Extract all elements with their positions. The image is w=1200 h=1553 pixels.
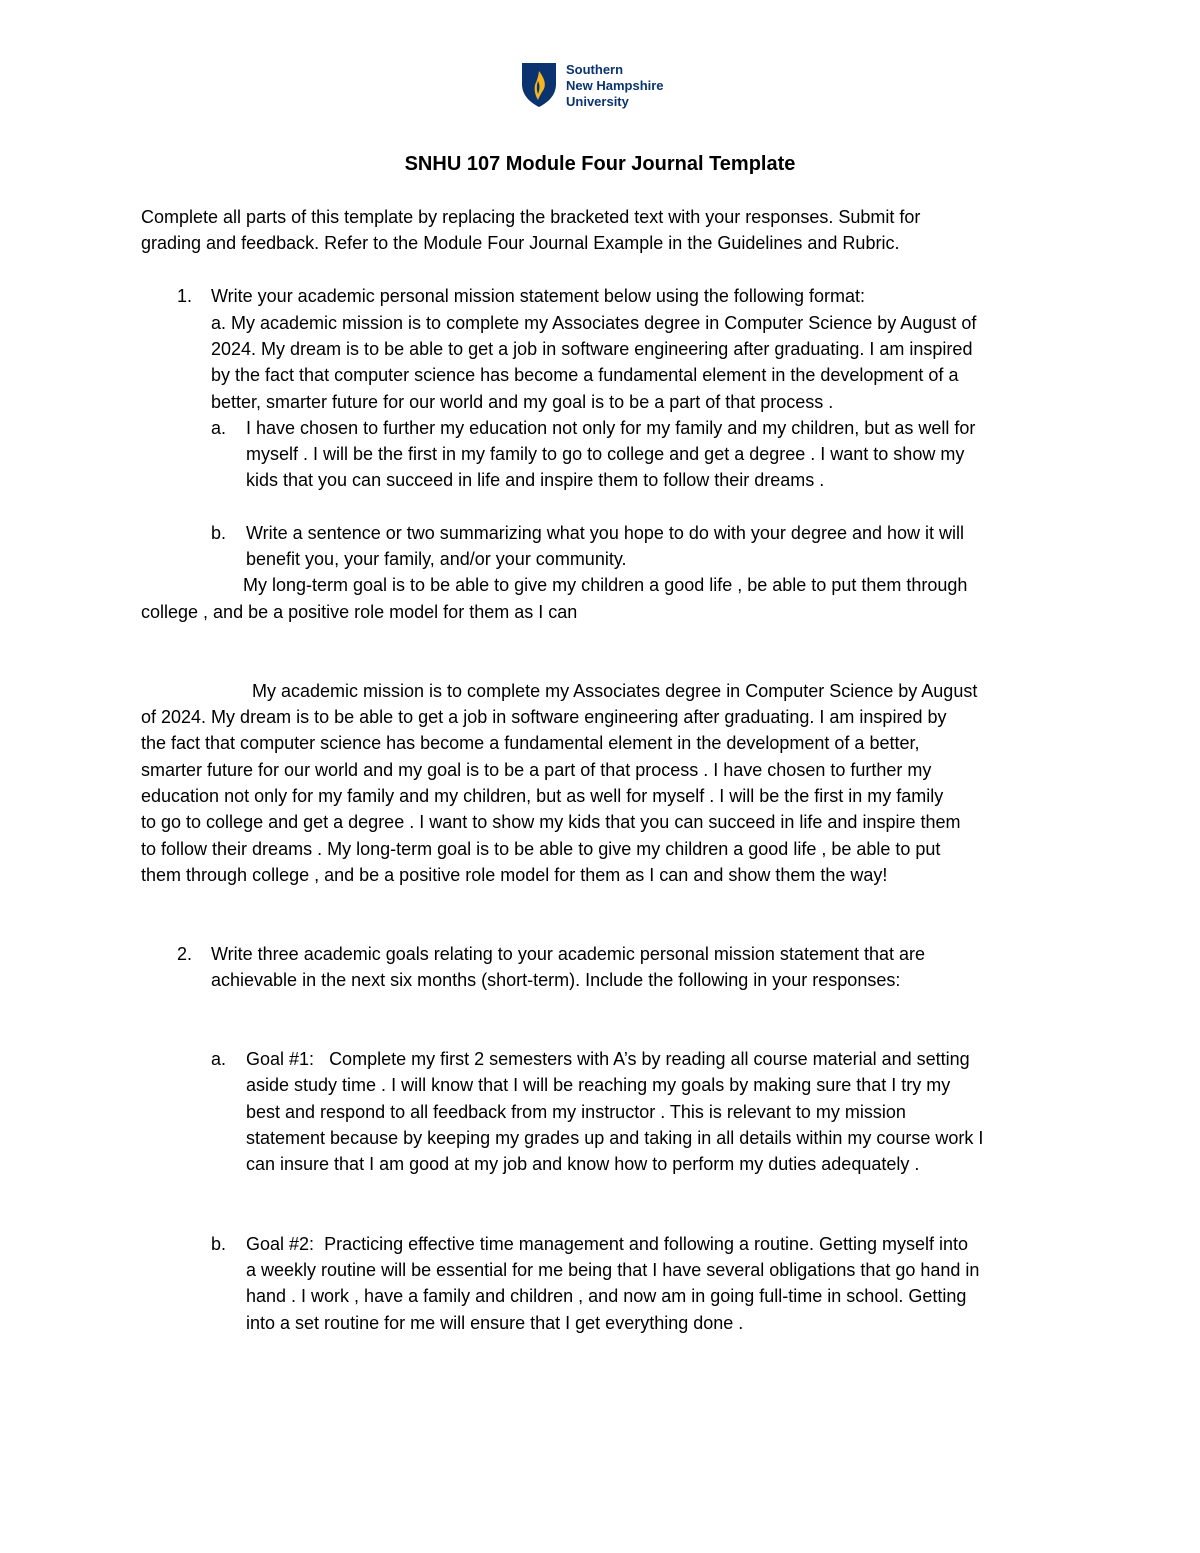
intro-line-2: grading and feedback. Refer to the Module Four Journal Example in the Guidelines and Rubric.: [141, 233, 900, 253]
document-title: SNHU 107 Module Four Journal Template: [404, 153, 796, 175]
mission-line-2: 2024. My dream is to be able to get a job in software engineering after graduating. I am inspired: [211, 339, 973, 359]
logo-line-3: University: [566, 94, 629, 109]
logo-line-2: New Hampshire: [566, 78, 664, 93]
longterm-line-1: My long-term goal is to be able to give my children a good life , be able to put them through: [243, 575, 968, 595]
summary-line-2: of 2024. My dream is to be able to get a job in software engineering after graduating. I am inspired by: [141, 707, 947, 727]
goal-1-line-4: statement because by keeping my grades up and taking in all details within my course work I: [246, 1128, 984, 1148]
goal-1-text: Complete my first 2 semesters with A’s by reading all course material and setting: [329, 1049, 970, 1069]
goal-2-text: Practicing effective time management and following a routine. Getting myself into: [324, 1234, 969, 1254]
goal-1-first-line: [246, 1046, 970, 1072]
q1-item-a-line-2: myself . I will be the first in my family to go to college and get a degree . I want to show my: [246, 444, 965, 464]
q1-item-b-line-2: benefit you, your family, and/or your community.: [246, 549, 627, 569]
q1-item-a-line-3: kids that you can succeed in life and inspire them to follow their dreams .: [246, 470, 825, 490]
summary-line-4: smarter future for our world and my goal is to be a part of that process . I have chosen to further my: [141, 760, 932, 780]
intro-line-1: Complete all parts of this template by replacing the bracketed text with your responses. Submit for: [141, 207, 921, 227]
question-2-prompt-line-2: achievable in the next six months (short-term). Include the following in your responses:: [211, 970, 901, 990]
goal-2-marker: b.: [211, 1234, 227, 1254]
q1-item-a-line-1: I have chosen to further my education not only for my family and my children, but as well for: [246, 418, 976, 438]
mission-line-4: better, smarter future for our world and my goal is to be a part of that process .: [211, 392, 834, 412]
goal-1-label: Goal #1:: [246, 1049, 315, 1069]
q1-item-b-line-1: Write a sentence or two summarizing what you hope to do with your degree and how it will: [246, 523, 965, 543]
goal-2-label: Goal #2:: [246, 1234, 315, 1254]
logo-line-1: Southern: [566, 62, 624, 77]
question-2-prompt-line-1: Write three academic goals relating to your academic personal mission statement that are: [211, 944, 926, 964]
goal-2-line-3: hand . I work , have a family and children , and now am in going full-time in school. Getting: [246, 1286, 967, 1306]
summary-line-3: the fact that computer science has become a fundamental element in the development of a better,: [141, 733, 920, 753]
goal-2-first-line: [246, 1231, 968, 1257]
mission-line-3: by the fact that computer science has become a fundamental element in the development of a: [211, 365, 959, 385]
question-2-number: 2.: [177, 944, 193, 964]
mission-line-1: a. My academic mission is to complete my Associates degree in Computer Science by August of: [211, 313, 977, 333]
shield-flame-icon: [521, 62, 557, 108]
summary-line-5: education not only for my family and my children, but as well for myself . I will be the first in my family: [141, 786, 944, 806]
goal-1-line-2: aside study time . I will know that I will be reaching my goals by making sure that I try my: [246, 1075, 951, 1095]
logo-wordmark: [566, 62, 664, 110]
longterm-line-2: college , and be a positive role model for them as I can: [141, 602, 578, 622]
q1-item-a-marker: a.: [211, 418, 227, 438]
summary-line-6: to go to college and get a degree . I want to show my kids that you can succeed in life and inspire them: [141, 812, 961, 832]
summary-line-8: them through college , and be a positive role model for them as I can and show them the way!: [141, 865, 888, 885]
question-1-number: 1.: [177, 286, 193, 306]
goal-1-line-5: can insure that I am good at my job and know how to perform my duties adequately .: [246, 1154, 920, 1174]
question-1-prompt: Write your academic personal mission statement below using the following format:: [211, 286, 865, 306]
q1-item-b-marker: b.: [211, 523, 227, 543]
goal-2-line-2: a weekly routine will be essential for me being that I have several obligations that go hand in: [246, 1260, 980, 1280]
goal-2-line-4: into a set routine for me will ensure that I get everything done .: [246, 1313, 744, 1333]
goal-1-marker: a.: [211, 1049, 227, 1069]
goal-1-line-3: best and respond to all feedback from my instructor . This is relevant to my mission: [246, 1102, 906, 1122]
summary-line-7: to follow their dreams . My long-term goal is to be able to give my children a good life , be able to put: [141, 839, 941, 859]
summary-line-1: My academic mission is to complete my Associates degree in Computer Science by August: [252, 681, 978, 701]
